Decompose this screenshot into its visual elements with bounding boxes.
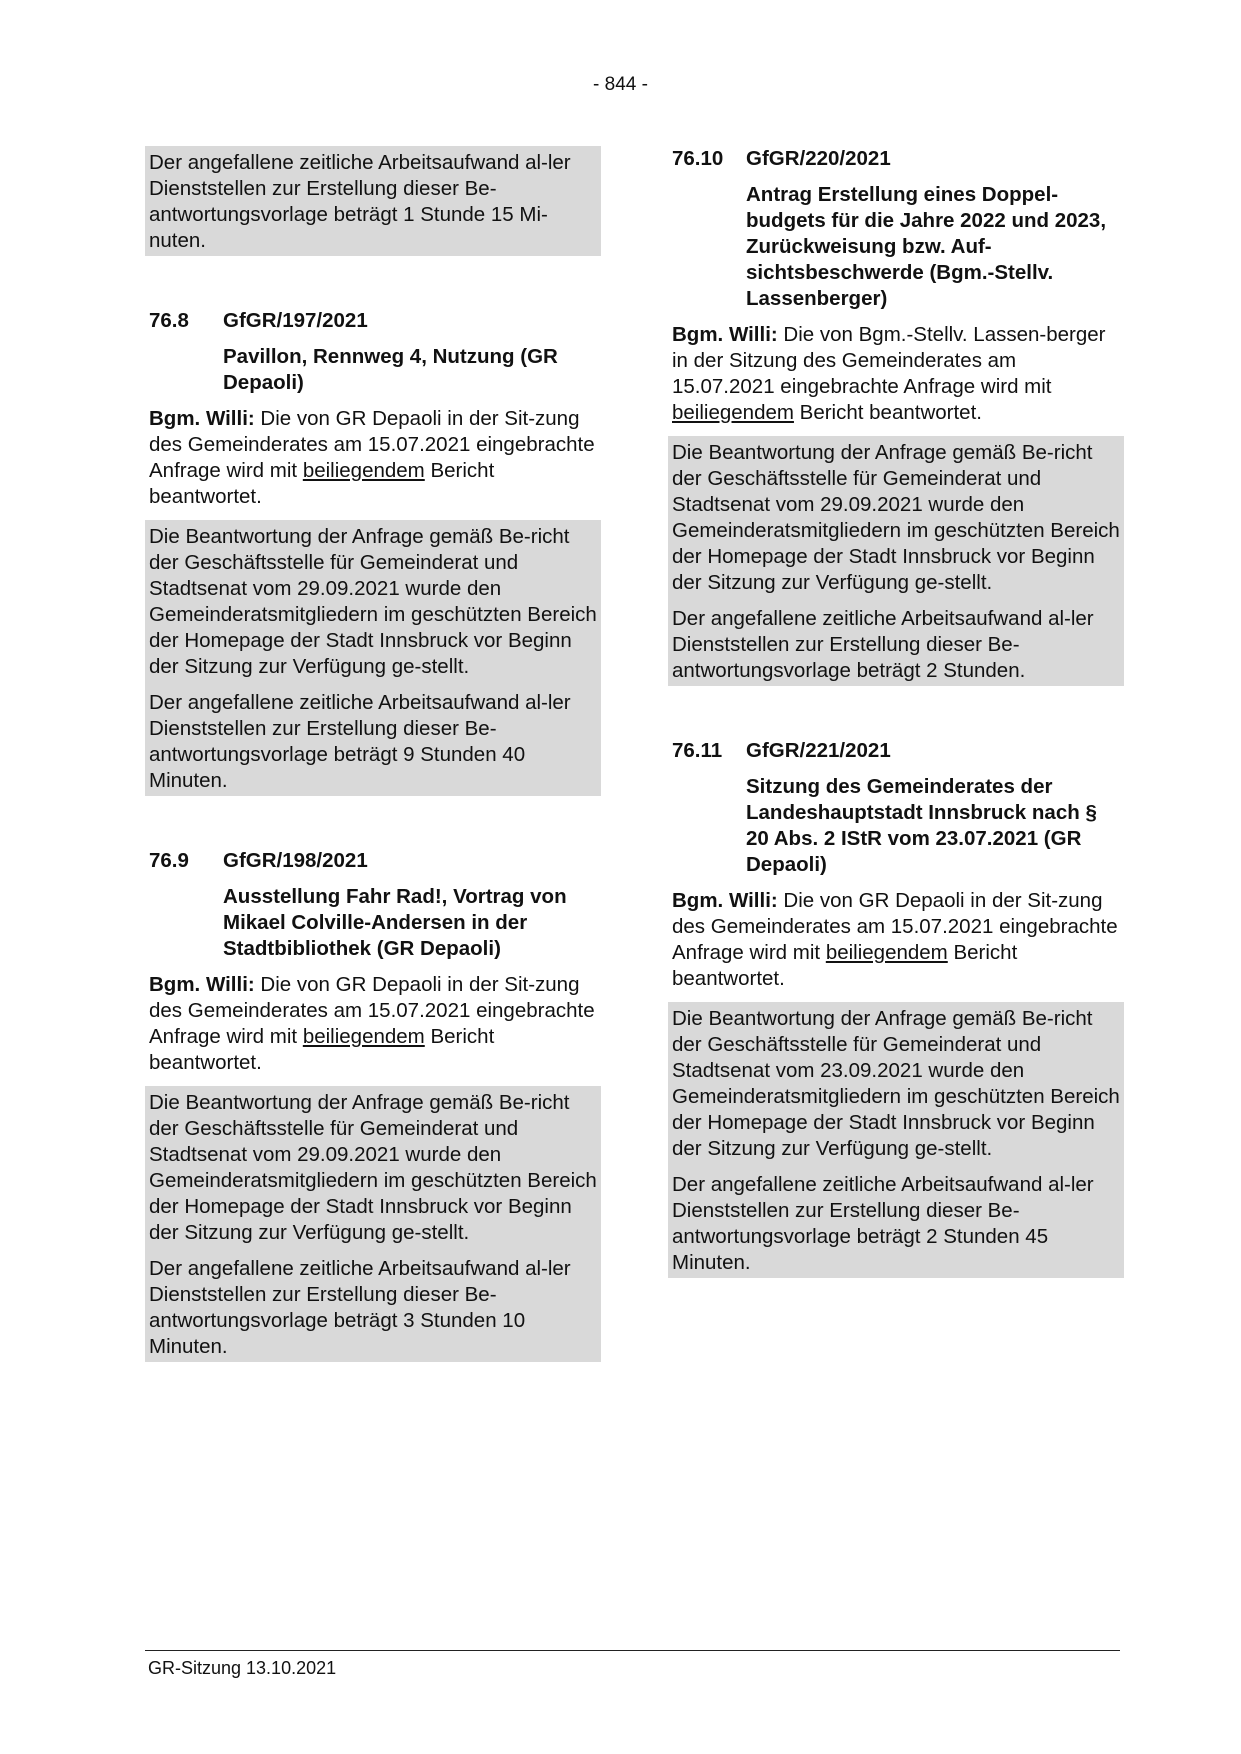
- attachment-link[interactable]: beiliegendem: [672, 401, 794, 424]
- answer-text-a: Die von Bgm.-Stellv. Lassen-berger in der Sitzung des Gemeinderates am 15.07.2021 eingebrachte Anfrage wird mit: [672, 323, 1106, 398]
- section-code: GfGR/220/2021: [746, 147, 891, 170]
- left-column: [145, 146, 601, 1362]
- intro-effort-text: Der angefallene zeitliche Arbeitsaufwand al-ler Dienststellen zur Erstellung dieser Be-antwortungsvorlage beträgt 1 Stunde 15 Mi-nuten.: [149, 151, 571, 252]
- answer-text-b: Bericht beantwortet.: [149, 1025, 495, 1074]
- answer-text-b: Bericht beantwortet.: [672, 941, 1018, 990]
- shaded-block: [145, 520, 601, 796]
- speaker-label: Bgm. Willi:: [672, 323, 778, 346]
- section-title: Ausstellung Fahr Rad!, Vortrag von Mikael Colville-Andersen in der Stadtbibliothek (GR Depaoli): [223, 885, 567, 960]
- speaker-label: Bgm. Willi:: [672, 889, 778, 912]
- section-code: GfGR/221/2021: [746, 739, 891, 762]
- right-column: [668, 146, 1124, 1278]
- answer-paragraph: [149, 972, 597, 1076]
- section-number: 76.9: [149, 849, 189, 872]
- effort-note: Der angefallene zeitliche Arbeitsaufwand al-ler Dienststellen zur Erstellung dieser Be-antwortungsvorlage beträgt 2 Stunden.: [672, 607, 1094, 682]
- speaker-label: Bgm. Willi:: [149, 407, 255, 430]
- answer-text-b: Bericht beantwortet.: [149, 459, 495, 508]
- response-note: Die Beantwortung der Anfrage gemäß Be-richt der Geschäftsstelle für Gemeinderat und Stadtsenat vom 29.09.2021 wurde den Gemeinderatsmitgliedern im geschützten Bereich der Homepage der Stadt Innsbruck vor Beginn der Sitzung zur Verfügung ge-stellt.: [672, 441, 1120, 594]
- response-note: Die Beantwortung der Anfrage gemäß Be-richt der Geschäftsstelle für Gemeinderat und Stadtsenat vom 29.09.2021 wurde den Gemeinderatsmitgliedern im geschützten Bereich der Homepage der Stadt Innsbruck vor Beginn der Sitzung zur Verfügung ge-stellt.: [149, 1091, 597, 1244]
- section-heading: [149, 848, 597, 874]
- section-number: 76.10: [672, 147, 724, 170]
- page-number: - 844 -: [593, 74, 648, 95]
- section-number: 76.8: [149, 309, 189, 332]
- section-code: GfGR/197/2021: [223, 309, 368, 332]
- response-note: Die Beantwortung der Anfrage gemäß Be-richt der Geschäftsstelle für Gemeinderat und Stadtsenat vom 23.09.2021 wurde den Gemeinderatsmitgliedern im geschützten Bereich der Homepage der Stadt Innsbruck vor Beginn der Sitzung zur Verfügung ge-stellt.: [672, 1007, 1120, 1160]
- section-76-10: [668, 146, 1124, 686]
- section-heading: [672, 738, 1120, 764]
- footer-text: GR-Sitzung 13.10.2021: [148, 1658, 337, 1678]
- section-heading: [672, 146, 1120, 172]
- answer-text-b: Bericht beantwortet.: [793, 401, 982, 424]
- effort-note: Der angefallene zeitliche Arbeitsaufwand al-ler Dienststellen zur Erstellung dieser Be-antwortungsvorlage beträgt 9 Stunden 40 Minuten.: [149, 691, 571, 792]
- shaded-block: [668, 436, 1124, 686]
- response-note: Die Beantwortung der Anfrage gemäß Be-richt der Geschäftsstelle für Gemeinderat und Stadtsenat vom 29.09.2021 wurde den Gemeinderatsmitgliedern im geschützten Bereich der Homepage der Stadt Innsbruck vor Beginn der Sitzung zur Verfügung ge-stellt.: [149, 525, 597, 678]
- section-title: Sitzung des Gemeinderates der Landeshauptstadt Innsbruck nach § 20 Abs. 2 IStR vom 23.07.2021 (GR Depaoli): [746, 775, 1097, 876]
- shaded-block: [145, 1086, 601, 1362]
- answer-text-a: Die von GR Depaoli in der Sit-zung des Gemeinderates am 15.07.2021 eingebrachte Anfrage wird mit: [149, 407, 595, 482]
- answer-text-a: Die von GR Depaoli in der Sit-zung des Gemeinderates am 15.07.2021 eingebrachte Anfrage wird mit: [672, 889, 1118, 964]
- section-heading: [149, 308, 597, 334]
- section-code: GfGR/198/2021: [223, 849, 368, 872]
- answer-paragraph: [672, 888, 1120, 992]
- intro-shaded-block: [145, 146, 601, 256]
- section-number: 76.11: [672, 739, 723, 762]
- section-76-8: [145, 308, 601, 796]
- effort-note: Der angefallene zeitliche Arbeitsaufwand al-ler Dienststellen zur Erstellung dieser Be-antwortungsvorlage beträgt 2 Stunden 45 Minuten.: [672, 1173, 1094, 1274]
- footer-divider: [145, 1650, 1120, 1651]
- speaker-label: Bgm. Willi:: [149, 973, 255, 996]
- effort-note: Der angefallene zeitliche Arbeitsaufwand al-ler Dienststellen zur Erstellung dieser Be-antwortungsvorlage beträgt 3 Stunden 10 Minuten.: [149, 1257, 571, 1358]
- section-title: Pavillon, Rennweg 4, Nutzung (GR Depaoli): [223, 345, 558, 394]
- section-76-9: [145, 848, 601, 1362]
- attachment-link[interactable]: beiliegendem: [302, 459, 425, 482]
- attachment-link[interactable]: beiliegendem: [825, 941, 948, 964]
- attachment-link[interactable]: beiliegendem: [302, 1025, 425, 1048]
- answer-paragraph: [149, 406, 597, 510]
- section-title: Antrag Erstellung eines Doppel-budgets für die Jahre 2022 und 2023, Zurückweisung bzw. Auf-sichtsbeschwerde (Bgm.-Stellv. Lassenberger): [746, 183, 1107, 310]
- answer-paragraph: [672, 322, 1120, 426]
- section-76-11: [668, 738, 1124, 1278]
- shaded-block: [668, 1002, 1124, 1278]
- answer-text-a: Die von GR Depaoli in der Sit-zung des Gemeinderates am 15.07.2021 eingebrachte Anfrage wird mit: [149, 973, 595, 1048]
